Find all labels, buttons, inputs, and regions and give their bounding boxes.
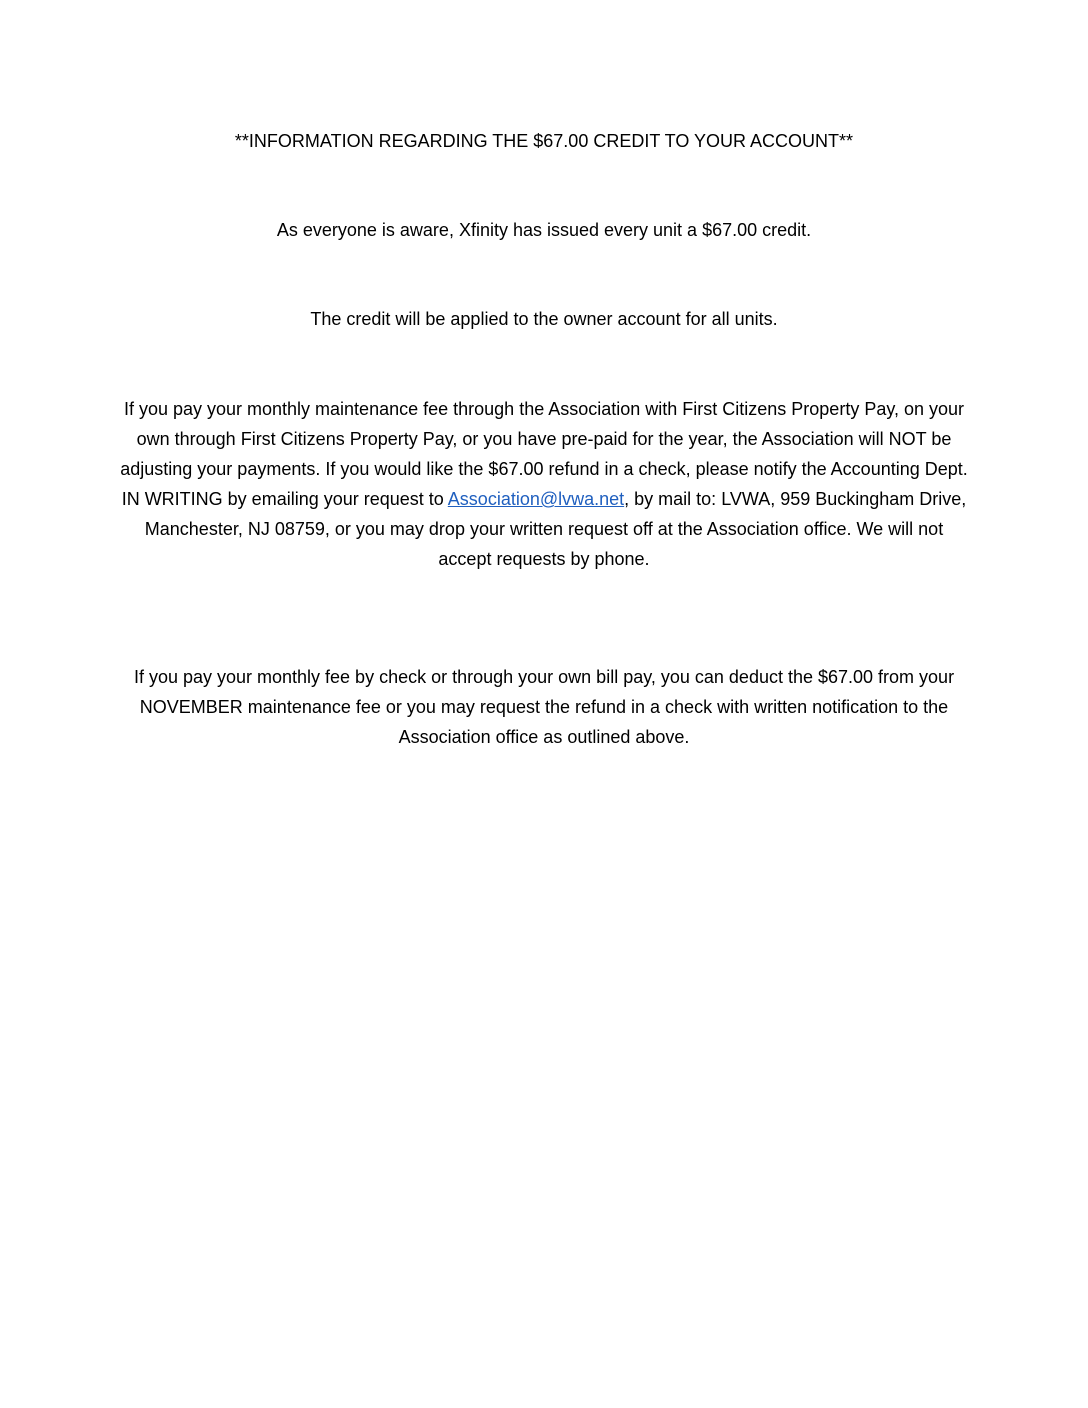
paragraph-xfinity-credit: As everyone is aware, Xfinity has issued every unit a $67.00 credit. [276,220,812,240]
paragraph-property-pay-text-before: If you pay your monthly maintenance fee through the Association with First Citizens Property Pay, on your own through First Citizens Property Pay, or you have pre-paid for the year, the Association will NOT be adjusting your payments. If you would like the $67.00 refund in a check, please notify the Accounting Dept. IN WRITING by emailing your request to [120,399,968,509]
association-email-link[interactable]: Association@lvwa.net [447,489,625,509]
paragraph-property-pay [120,394,968,574]
paragraph-check-bill-pay: If you pay your monthly fee by check or through your own bill pay, you can deduct the $67.00 from your NOVEMBER maintenance fee or you may request the refund in a check with written notification to the Association office as outlined above. [133,667,955,747]
paragraph-credit-application: The credit will be applied to the owner account for all units. [310,309,778,329]
paragraph-property-pay-text-after: , by mail to: LVWA, 959 Buckingham Drive, Manchester, NJ 08759, or you may drop your written request off at the Association office. We will not accept requests by phone. [144,489,967,569]
document-title: **INFORMATION REGARDING THE $67.00 CREDIT TO YOUR ACCOUNT** [234,131,854,151]
